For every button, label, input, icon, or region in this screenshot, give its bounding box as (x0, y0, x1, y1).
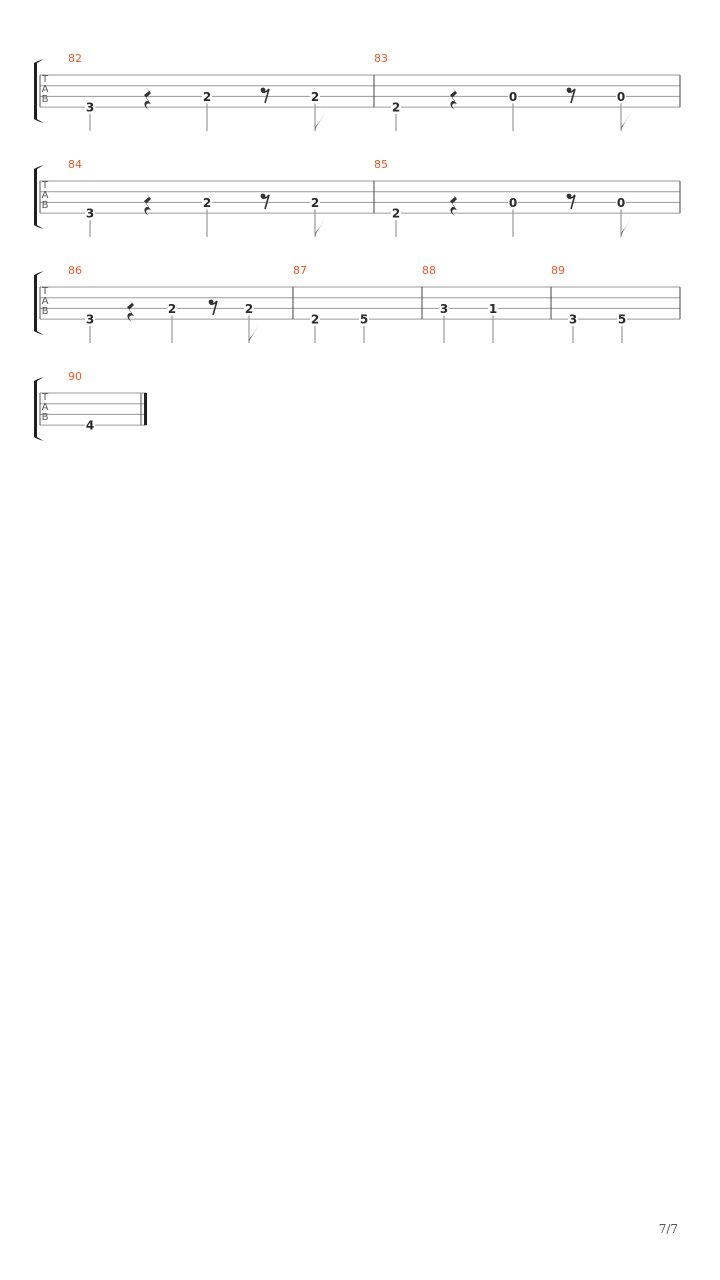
eighth-flag (249, 321, 258, 343)
tab-system (34, 264, 680, 343)
fret-number: 2 (391, 206, 401, 221)
fret-number: 2 (310, 89, 320, 104)
fret-number: 2 (310, 195, 320, 210)
fret-number: 3 (85, 100, 95, 115)
quarter-rest-icon (144, 193, 151, 216)
fret-number: 3 (439, 301, 449, 316)
fret-number: 2 (202, 195, 212, 210)
measure-number: 88 (422, 264, 436, 277)
tab-system (34, 370, 147, 441)
fret-number: 3 (85, 312, 95, 327)
tab-clef-letter: T (41, 286, 49, 297)
eighth-flag (621, 215, 630, 237)
fret-number: 2 (244, 301, 254, 316)
measure-number: 83 (374, 52, 388, 65)
page-number: 7/7 (658, 1222, 678, 1236)
tab-clef-letter: T (41, 180, 49, 191)
fret-number: 0 (616, 195, 626, 210)
tab-system (34, 52, 680, 131)
measure-number: 84 (68, 158, 82, 171)
fret-number: 2 (202, 89, 212, 104)
measure-number: 89 (551, 264, 565, 277)
fret-number: 3 (568, 312, 578, 327)
final-thick-barline (144, 393, 147, 425)
measure-number: 85 (374, 158, 388, 171)
fret-number: 5 (617, 312, 627, 327)
fret-number: 1 (488, 301, 498, 316)
tab-clef-letter: A (41, 84, 49, 95)
fret-number: 5 (359, 312, 369, 327)
eighth-flag (315, 215, 324, 237)
measure-number: 87 (293, 264, 307, 277)
tab-clef-letter: B (41, 94, 49, 105)
measure-number: 90 (68, 370, 82, 383)
fret-number: 2 (310, 312, 320, 327)
quarter-rest-icon (144, 87, 151, 110)
tab-clef-letter: B (41, 412, 49, 423)
fret-number: 0 (508, 195, 518, 210)
fret-number: 0 (616, 89, 626, 104)
tab-clef-letter: B (41, 200, 49, 211)
tab-clef-letter: A (41, 190, 49, 201)
quarter-rest-icon (450, 193, 457, 216)
fret-number: 2 (391, 100, 401, 115)
eighth-flag (621, 109, 630, 131)
fret-number: 0 (508, 89, 518, 104)
tab-clef-letter: A (41, 296, 49, 307)
measure-number: 86 (68, 264, 82, 277)
measure-number: 82 (68, 52, 82, 65)
fret-number: 4 (85, 418, 95, 433)
tab-clef-letter: A (41, 402, 49, 413)
tab-clef-letter: T (41, 392, 49, 403)
fret-number: 3 (85, 206, 95, 221)
tab-clef-letter: T (41, 74, 49, 85)
tab-system (34, 158, 680, 237)
eighth-flag (315, 109, 324, 131)
tab-clef-letter: B (41, 306, 49, 317)
fret-number: 2 (167, 301, 177, 316)
quarter-rest-icon (127, 299, 134, 322)
quarter-rest-icon (450, 87, 457, 110)
